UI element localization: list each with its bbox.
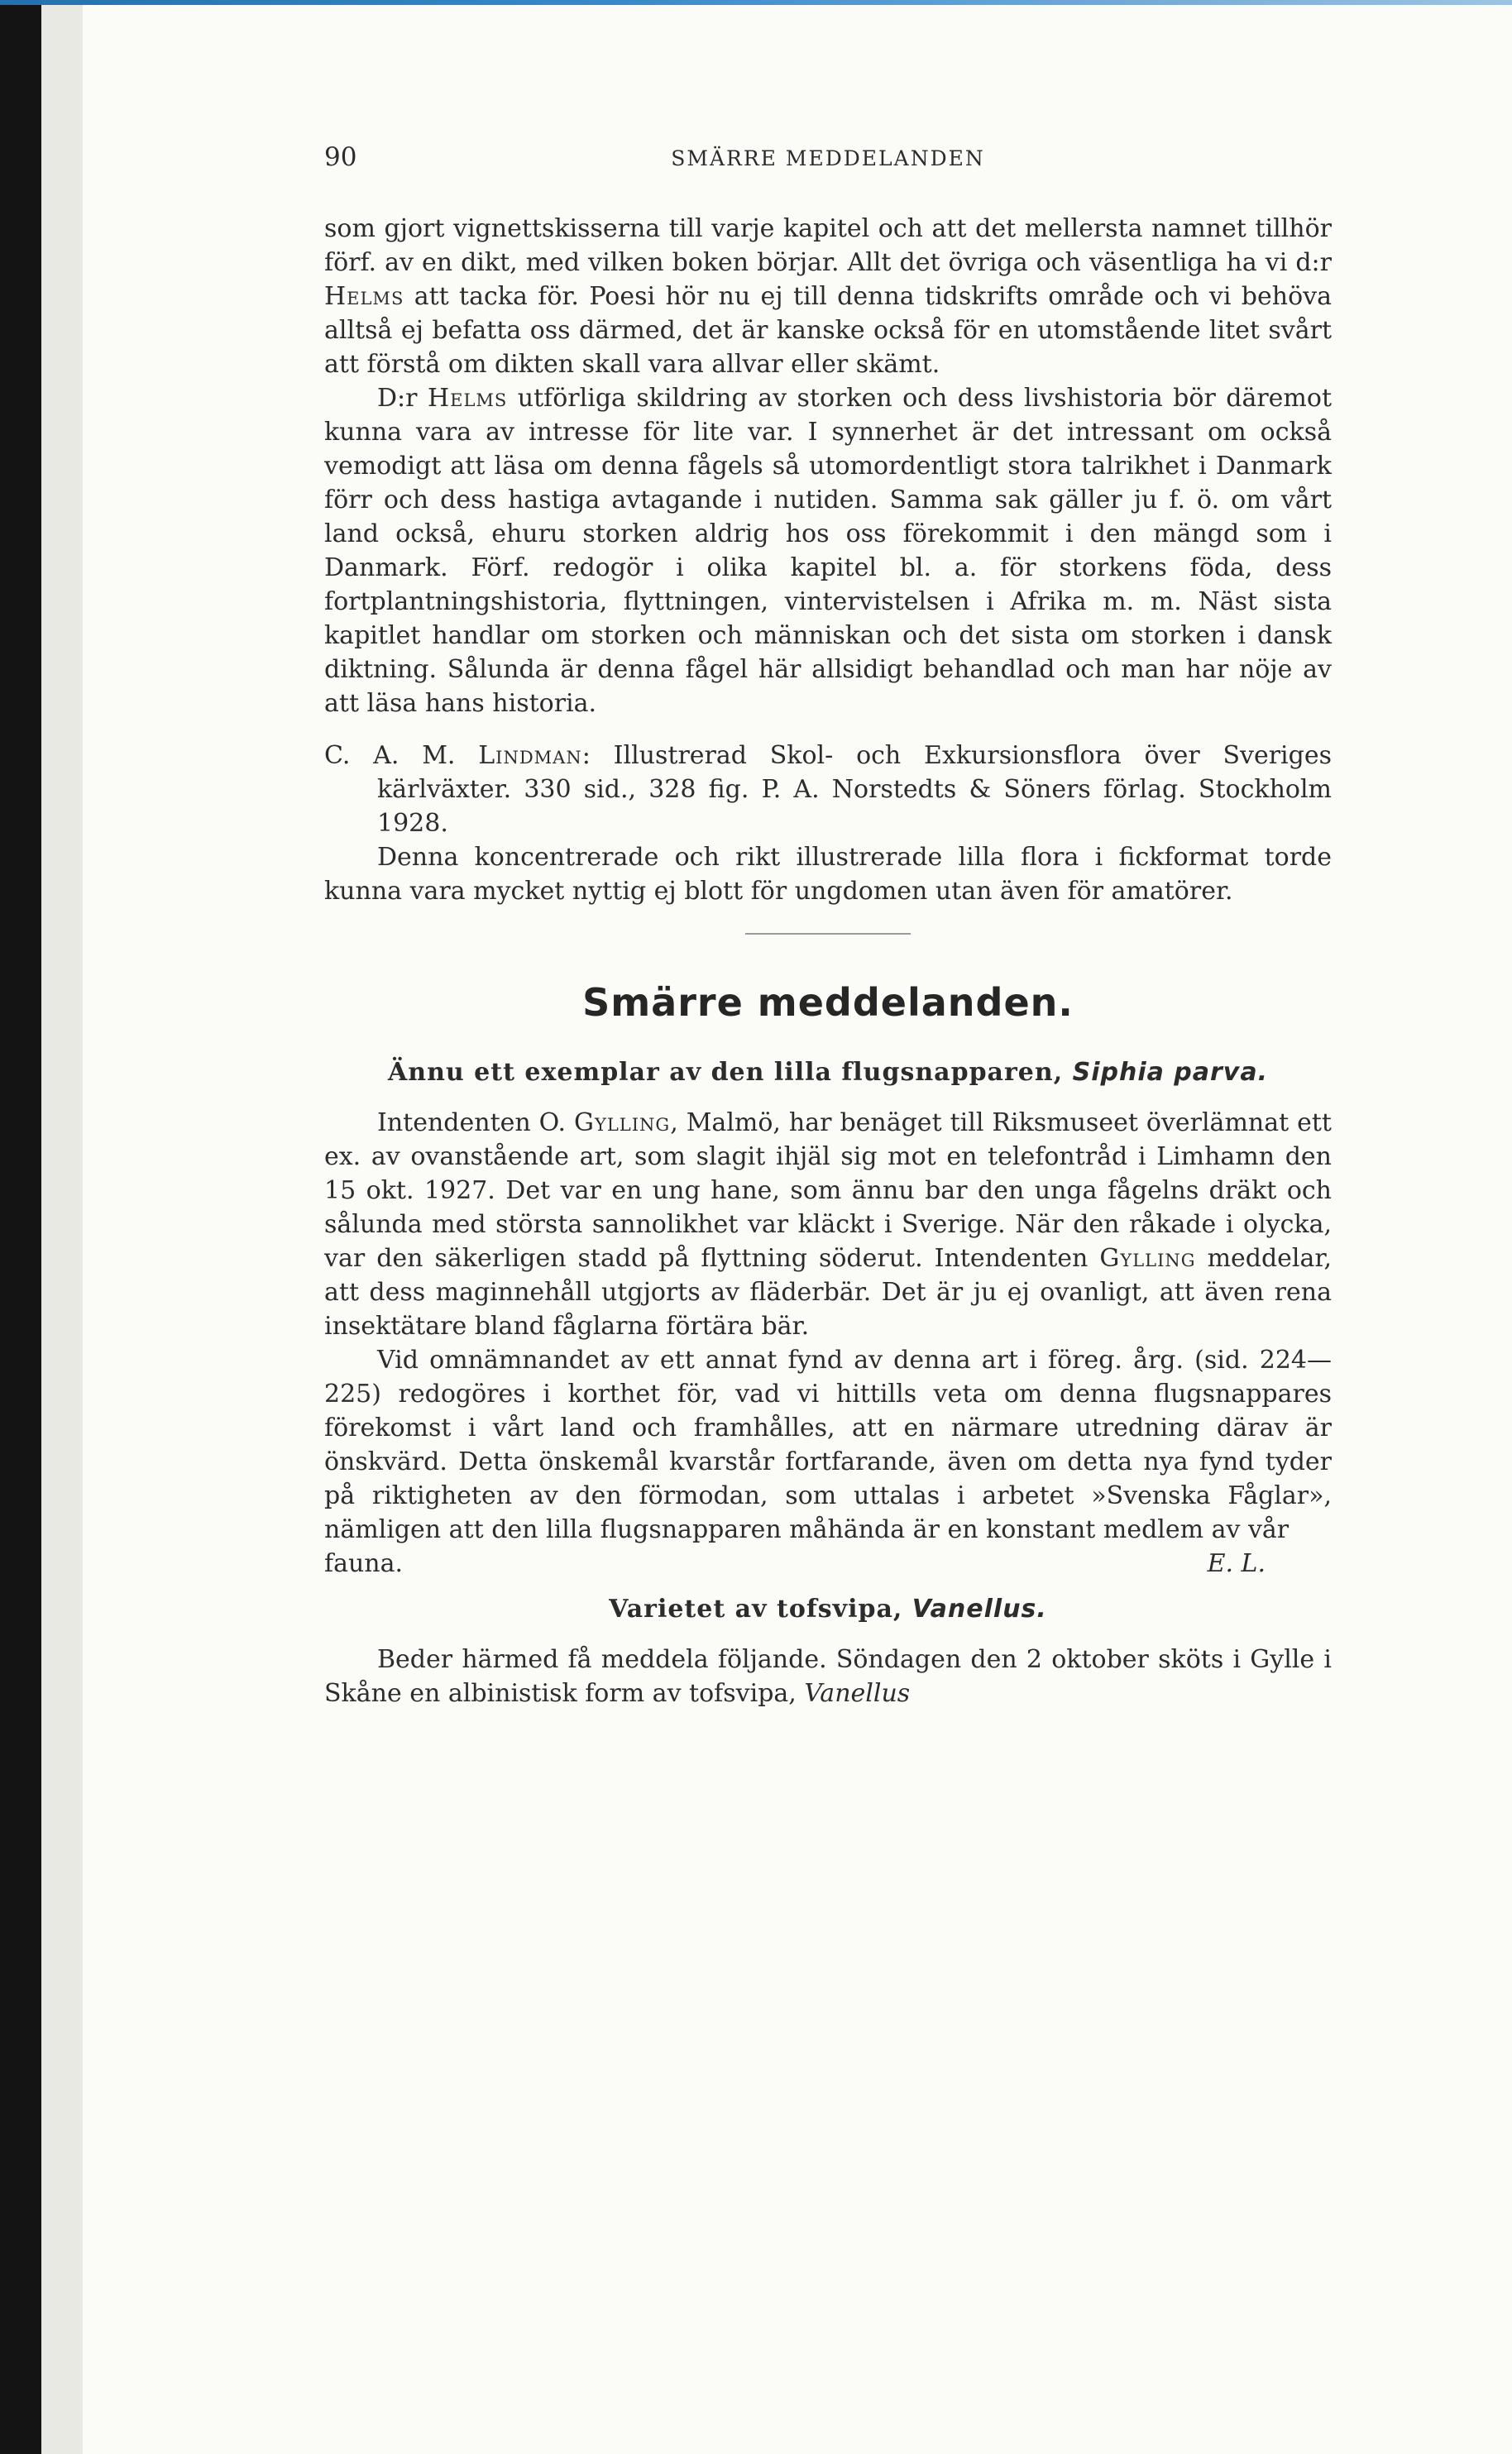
text-segment: Beder härmed få meddela följande. Söndagen den 2 oktober sköts i Gylle i Skåne en albinistisk form av tofsvipa,	[324, 1645, 1332, 1708]
text-segment: C. A. M.	[324, 741, 479, 770]
article1-paragraph-1	[324, 1106, 1332, 1343]
text-segment: Intendenten O.	[377, 1108, 575, 1137]
page-number: 90	[324, 142, 357, 172]
article1-signature-line	[324, 1547, 1332, 1581]
review1-paragraph-1	[324, 212, 1332, 381]
author-initials: E. L.	[1207, 1549, 1266, 1578]
author-name: Helms	[427, 384, 508, 413]
text-segment: som gjort vignettskisserna till varje kapitel och att det mellersta namnet tillhör förf. av en dikt, med vilken boken börjar. Allt det övriga och väsentliga ha vi d:r	[324, 214, 1332, 277]
species-inline: Vanellus	[804, 1679, 911, 1708]
page-content	[324, 141, 1332, 1710]
article2-heading	[324, 1592, 1332, 1626]
person-name: Gylling	[574, 1108, 671, 1137]
article2-paragraph	[324, 1643, 1332, 1710]
text-segment: , Malmö, har benäget till Riksmuseet överlämnat ett ex. av ovanstående art, som slagit ihjäl sig mot en telefontråd i Limhamn den 15 okt. 1927. Det var en ung hane, som ännu bar den unga fågelns dräkt och sålunda med största sannolikhet var kläckt i Sverige. När den råkade i olycka, var den säkerligen stadd på flyttning söderut. Intendenten	[324, 1108, 1332, 1273]
person-name: Gylling	[1099, 1244, 1196, 1273]
page-edge-shadow	[41, 5, 83, 2454]
author-name: Lindman	[478, 741, 582, 770]
review1-paragraph-2	[324, 381, 1332, 720]
running-head	[324, 141, 1332, 184]
text-segment: meddelar, att dess maginnehåll utgjorts av fläderbär. Det är ju ej ovanligt, att även rena insektätare bland fåglarna förtära bär.	[324, 1244, 1332, 1341]
text-segment: utförliga skildring av storken och dess livshistoria bör däremot kunna vara av intresse för lite var. I synnerhet är det intressant om också vemodigt att läsa om denna fågels så utomordentligt stora talrikhet i Danmark förr och dess hastiga avtagande i nutiden. Samma sak gäller ju f. ö. om vårt land också, ehuru storken aldrig hos oss förekommit i den mängd som i Danmark. Förf. redogör i olika kapitel bl. a. för storkens föda, dess fortplantningshistoria, flyttningen, vintervistelsen i Afrika m. m. Näst sista kapitlet handlar om storken och människan och det sista om storken i dansk diktning. Sålunda är denna fågel här allsidigt behandlad och man har nöje av att läsa hans historia.	[324, 384, 1332, 718]
text-segment: att tacka för. Poesi hör nu ej till denna tidskrifts område och vi behöva alltså ej befatta oss därmed, det är kanske också för en utomstående litet svårt att förstå om dikten skall vara allvar eller skämt.	[324, 282, 1332, 379]
text-segment: : Illustrerad Skol- och Exkursionsflora över Sveriges kärlväxter. 330 sid., 328 fig. P. A. Norstedts & Söners förlag. Stockholm 1928.	[377, 741, 1332, 838]
species-name: Vanellus.	[912, 1595, 1047, 1624]
section-divider	[745, 933, 911, 935]
article1-paragraph-2: Vid omnämnandet av ett annat fynd av denna art i föreg. årg. (sid. 224—225) redogöres i korthet för, vad vi hittills veta om denna flugsnappares förekomst i vårt land och framhålles, att en närmare utredning därav är önskvärd. Detta önskemål kvarstår fortfarande, även om detta nya fynd tyder på riktigheten av den förmodan, som uttalas i arbetet »Svenska Fåglar», nämligen att den lilla flugsnapparen måhända är en konstant medlem av vår	[324, 1346, 1332, 1544]
spacer	[324, 720, 1332, 739]
heading-text: Varietet av tofsvipa,	[609, 1595, 903, 1624]
last-word: fauna.	[324, 1549, 404, 1578]
species-name: Siphia parva.	[1072, 1058, 1268, 1087]
spacer	[324, 1581, 1332, 1592]
running-title: SMÄRRE MEDDELANDEN	[671, 146, 985, 170]
section-heading: Smärre meddelanden.	[582, 980, 1074, 1025]
text-segment: D:r	[377, 384, 428, 413]
author-name: Helms	[324, 282, 404, 311]
article1-heading	[324, 1055, 1332, 1089]
review2-citation	[324, 739, 1332, 840]
heading-text: Ännu ett exemplar av den lilla flugsnapparen,	[388, 1058, 1064, 1087]
review2-paragraph: Denna koncentrerade och rikt illustrerade lilla flora i fickformat torde kunna vara mycket nyttig ej blott för ungdomen utan även för amatörer.	[324, 843, 1332, 906]
